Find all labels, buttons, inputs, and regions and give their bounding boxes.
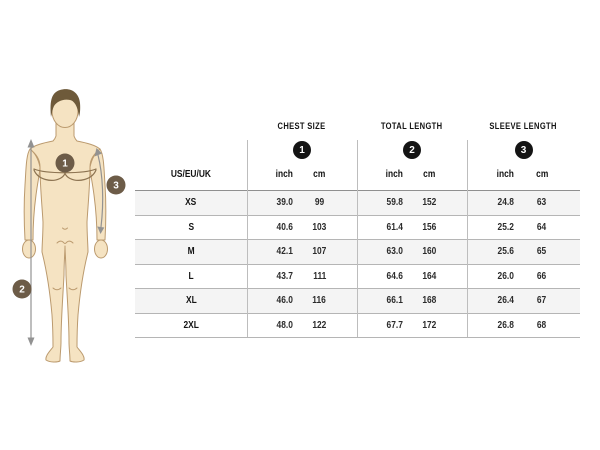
marker-2-label: 2 <box>19 284 25 296</box>
sleeve-inch-value: 24.8 <box>497 197 514 209</box>
size-cell: XL <box>185 295 197 307</box>
sleeve-badge-cell <box>467 134 580 163</box>
body-figure-illustration <box>0 85 150 375</box>
sleeve-units <box>467 163 580 190</box>
cm-label: cm <box>535 169 548 180</box>
marker-3-label: 3 <box>113 180 119 192</box>
chest-values <box>247 289 357 313</box>
total-cm-value: 156 <box>422 221 437 233</box>
inch-label: inch <box>496 169 514 180</box>
total-inch-value: 64.6 <box>386 270 403 282</box>
column-group-titles <box>135 118 580 134</box>
total-units <box>357 163 467 190</box>
total-inch-value: 59.8 <box>386 197 403 209</box>
total-cm-value: 164 <box>422 270 437 282</box>
sleeve-cm-value: 64 <box>537 221 547 233</box>
chest-inch-value: 39.0 <box>276 197 293 209</box>
chest-values <box>247 216 357 240</box>
chest-inch-value: 40.6 <box>276 221 293 233</box>
marker-3-badge: 3 <box>515 141 533 159</box>
size-cell: M <box>187 246 195 258</box>
marker-1-label: 1 <box>62 158 68 170</box>
chest-cm-value: 111 <box>312 270 327 282</box>
total-cm-value: 172 <box>422 319 437 331</box>
total-inch-value: 63.0 <box>386 246 403 258</box>
total-values <box>357 289 467 313</box>
group-divider <box>357 140 358 337</box>
inch-label: inch <box>385 169 404 180</box>
sleeve-cm-value: 65 <box>537 246 547 258</box>
chest-inch-value: 42.1 <box>276 246 293 258</box>
spacer-cell <box>135 134 247 163</box>
sleeve-inch-value: 25.6 <box>497 246 514 258</box>
sleeve-inch-value: 25.2 <box>497 221 514 233</box>
total-cm-value: 168 <box>422 295 437 307</box>
cm-label: cm <box>313 169 326 180</box>
size-column-header: US/EU/UK <box>170 169 212 180</box>
size-cell: L <box>188 270 194 282</box>
chest-cm-value: 103 <box>312 221 327 233</box>
sleeve-cm-value: 68 <box>537 319 547 331</box>
total-values <box>357 216 467 240</box>
sleeve-inch-value: 26.0 <box>497 270 514 282</box>
total-values <box>357 314 467 338</box>
size-cell: 2XL <box>183 319 199 331</box>
sleeve-values <box>467 265 580 289</box>
sleeve-values <box>467 191 580 215</box>
size-cell: S <box>188 221 194 233</box>
chest-values <box>247 240 357 264</box>
sleeve-cm-value: 67 <box>537 295 547 307</box>
cm-label: cm <box>423 169 436 180</box>
total-values <box>357 265 467 289</box>
chest-inch-value: 48.0 <box>276 319 293 331</box>
sleeve-inch-value: 26.8 <box>497 319 514 331</box>
chest-cm-value: 107 <box>312 246 327 258</box>
total-cm-value: 160 <box>422 246 437 258</box>
sleeve-inch-value: 26.4 <box>497 295 514 307</box>
total-length-header: TOTAL LENGTH <box>381 121 443 131</box>
marker-2-badge: 2 <box>403 141 421 159</box>
total-badge-cell <box>357 134 467 163</box>
total-cm-value: 152 <box>422 197 437 209</box>
spacer-cell <box>135 118 247 134</box>
total-inch-value: 66.1 <box>386 295 403 307</box>
chest-size-header: CHEST SIZE <box>278 121 326 131</box>
total-inch-value: 61.4 <box>386 221 403 233</box>
chest-values <box>247 314 357 338</box>
chest-inch-value: 43.7 <box>276 270 293 282</box>
chest-cm-value: 99 <box>314 197 325 209</box>
sleeve-values <box>467 314 580 338</box>
chest-units <box>247 163 357 190</box>
sleeve-values <box>467 240 580 264</box>
chest-values <box>247 265 357 289</box>
chest-values <box>247 191 357 215</box>
sleeve-values <box>467 216 580 240</box>
sleeve-values <box>467 289 580 313</box>
group-divider <box>467 140 468 337</box>
chest-badge-cell <box>247 134 357 163</box>
inch-label: inch <box>275 169 294 180</box>
group-divider <box>247 140 248 337</box>
body-measurement-figure <box>0 85 150 375</box>
sleeve-cm-value: 66 <box>537 270 547 282</box>
chest-cm-value: 122 <box>312 319 327 331</box>
sleeve-length-header: SLEEVE LENGTH <box>489 121 558 131</box>
marker-1-badge: 1 <box>293 141 311 159</box>
chest-cm-value: 116 <box>312 295 327 307</box>
size-cell: XS <box>185 197 197 209</box>
total-values <box>357 240 467 264</box>
total-values <box>357 191 467 215</box>
total-inch-value: 67.7 <box>386 319 403 331</box>
sleeve-cm-value: 63 <box>537 197 547 209</box>
chest-inch-value: 46.0 <box>276 295 293 307</box>
